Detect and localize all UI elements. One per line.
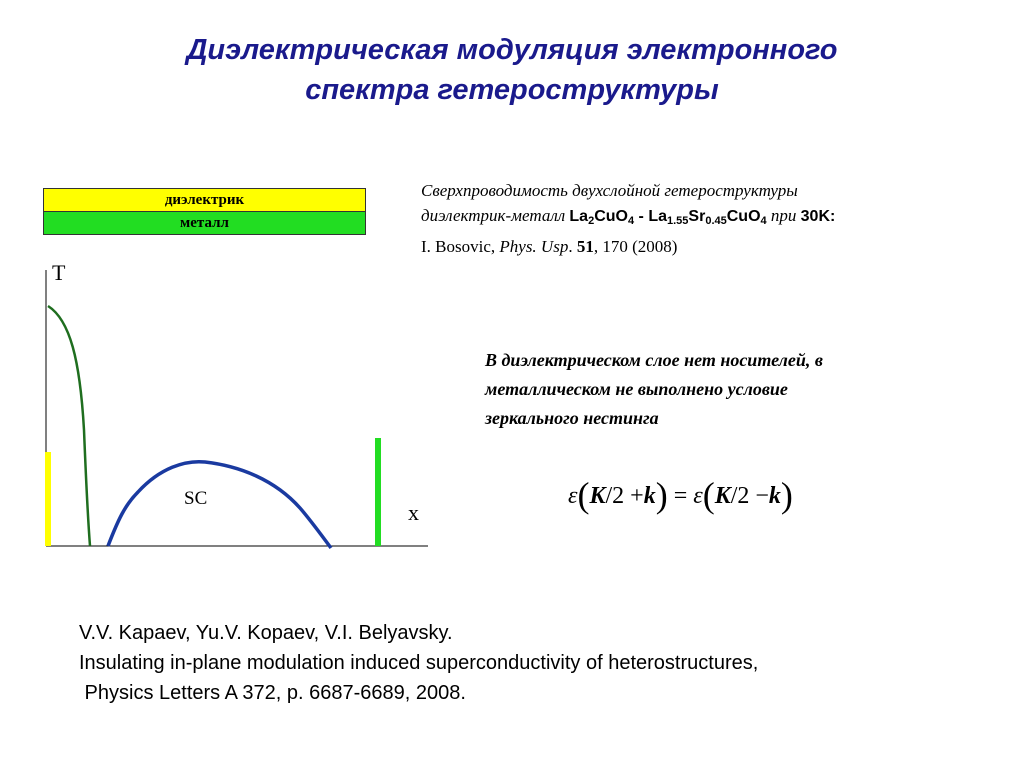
note-line-3: зеркального нестинга [485, 408, 659, 428]
title-line-2: спектра гетероструктуры [305, 74, 719, 106]
description-reference: I. Bosovic, Phys. Usp. 51, 170 (2008) [421, 237, 678, 256]
sc-region-label: SC [184, 488, 208, 509]
x-axis-label: x [408, 500, 419, 525]
metal-bar [375, 438, 381, 546]
chemical-formula: $La_2CuO_4 - La_{1.55}Sr_{0.45}CuO_4$ [569, 208, 767, 227]
at-word: при [770, 206, 797, 225]
reference-line-1: V.V. Kapaev, Yu.V. Kopaev, V.I. Belyavsky. [79, 622, 453, 644]
reference-line-2: Insulating in-plane modulation induced superconductivity of heterostructures, [79, 652, 759, 674]
tc-curve [48, 306, 90, 546]
description-line-1: Сверхпроводимость двухслойной гетероструктуры [421, 181, 798, 200]
layer-metal-label: металл [180, 215, 229, 231]
note-line-1: В диэлектрическом слое нет носителей, в [485, 350, 823, 370]
layer-dielectric-label: диэлектрик [164, 192, 245, 208]
reference-line-3: Physics Letters A 372, p. 6687-6689, 2008. [79, 682, 466, 704]
temperature: 30K: [800, 208, 836, 225]
dielectric-bar [45, 452, 51, 546]
nesting-formula: ε(K/2 +k) = ε(K/2 −k) [568, 475, 793, 515]
references [79, 618, 1019, 708]
sc-dome [108, 462, 331, 548]
note-line-2: металлическом не выполнено условие [485, 379, 788, 399]
description-prefix: диэлектрик-металл [421, 206, 566, 225]
y-axis-label: T [52, 260, 66, 285]
title-line-1: Диэлектрическая модуляция электронного [186, 34, 838, 66]
